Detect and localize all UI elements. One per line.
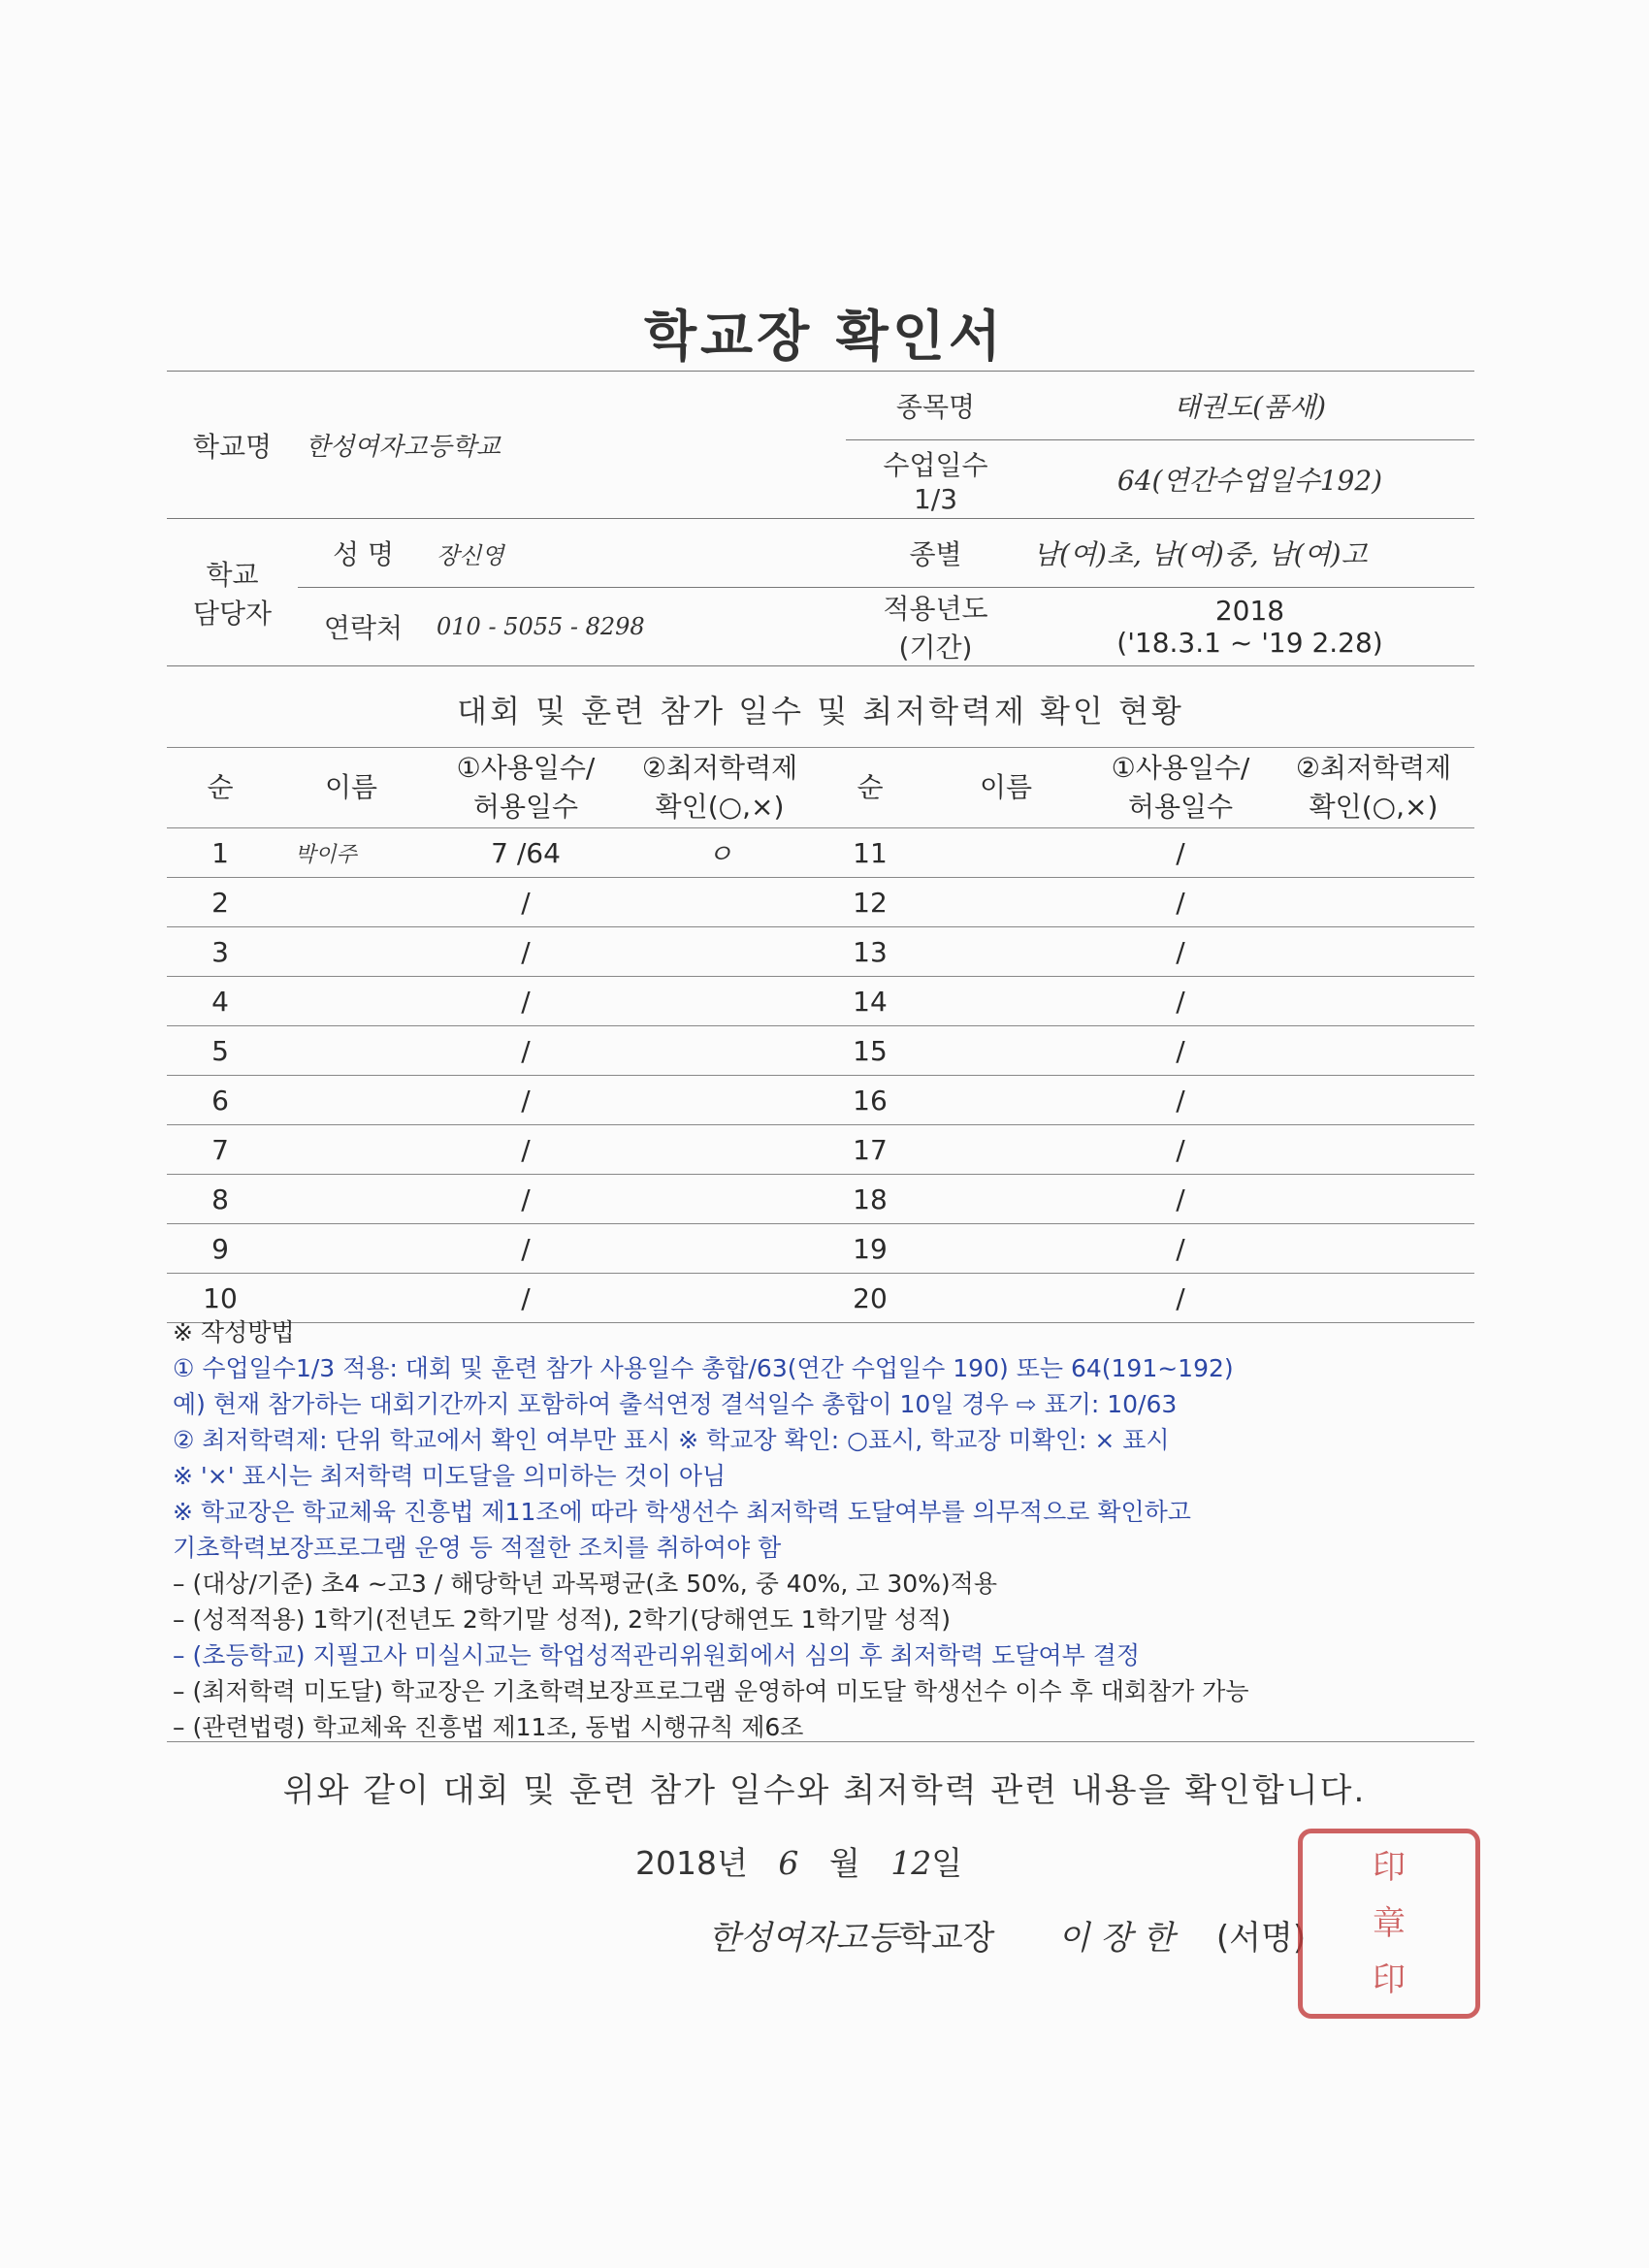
row-number: 18 bbox=[817, 1175, 923, 1224]
signer-line bbox=[708, 1911, 1306, 1959]
apply-year-value bbox=[1025, 588, 1474, 666]
student-name bbox=[274, 927, 429, 977]
days-used: / bbox=[1088, 1026, 1273, 1076]
student-name bbox=[923, 828, 1088, 878]
instruction-line: – (성적적용) 1학기(전년도 2학기말 성적), 2학기(당해연도 1학기말 성적) bbox=[173, 1605, 951, 1634]
instruction-line: ② 최저학력제: 단위 학교에서 확인 여부만 표시 ※ 학교장 확인: ○표시, 학교장 미확인: × 표시 bbox=[173, 1426, 1170, 1454]
gender-label: 종별 bbox=[846, 519, 1025, 588]
header-check-2 bbox=[1273, 748, 1474, 828]
days-used: / bbox=[1088, 927, 1273, 977]
min-academic-check bbox=[1273, 1076, 1474, 1125]
instruction-line: – (초등학교) 지필고사 미실시교는 학업성적관리위원회에서 심의 후 최저학력 도달여부 결정 bbox=[173, 1641, 1141, 1669]
contact-label: 연락처 bbox=[298, 588, 429, 666]
row-number: 13 bbox=[817, 927, 923, 977]
days-used: / bbox=[429, 1224, 623, 1274]
school-name-label: 학교명 bbox=[167, 372, 298, 519]
student-name bbox=[274, 878, 429, 927]
contact-value: 010 - 5055 - 8298 bbox=[429, 588, 846, 666]
signer-school-handwritten: 한성여자고등 bbox=[708, 1919, 900, 1958]
student-name bbox=[923, 927, 1088, 977]
days-used: / bbox=[1088, 1224, 1273, 1274]
school-info-table bbox=[167, 371, 1474, 666]
date-month: 6 bbox=[778, 1844, 799, 1882]
student-name bbox=[923, 977, 1088, 1026]
student-name bbox=[923, 1026, 1088, 1076]
date-month-unit: 월 bbox=[828, 1844, 860, 1882]
instruction-line: ※ '×' 표시는 최저학력 미도달을 의미하는 것이 아님 bbox=[173, 1462, 727, 1490]
table-row bbox=[167, 878, 1474, 927]
date-day-unit: 일 bbox=[931, 1844, 963, 1882]
instruction-line: 기초학력보장프로그램 운영 등 적절한 조치를 취하여야 함 bbox=[173, 1534, 782, 1562]
table-row bbox=[167, 927, 1474, 977]
header-check-2-line2: 확인(○,×) bbox=[1309, 791, 1439, 823]
table-row bbox=[167, 1026, 1474, 1076]
confirmation-statement: 위와 같이 대회 및 훈련 참가 일수와 최저학력 관련 내용을 확인합니다. bbox=[282, 1771, 1367, 1810]
apply-year-label-line2: (기간) bbox=[898, 632, 973, 664]
row-number: 19 bbox=[817, 1224, 923, 1274]
manager-label-line2: 담당자 bbox=[192, 597, 273, 630]
days-used: / bbox=[1088, 828, 1273, 878]
header-name: 이름 bbox=[274, 748, 429, 828]
page-title: 학교장 확인서 bbox=[643, 306, 1006, 369]
person-name-label: 성 명 bbox=[298, 519, 429, 588]
row-number: 12 bbox=[817, 878, 923, 927]
participation-table bbox=[167, 747, 1474, 1323]
instruction-line: 예) 현재 참가하는 대회기간까지 포함하여 출석연정 결석일수 총합이 10일 경우 ⇨ 표기: 10/63 bbox=[173, 1390, 1178, 1418]
instruction-line: – (대상/기준) 초4 ~고3 / 해당학년 과목평균(초 50%, 중 40%, 고 30%)적용 bbox=[173, 1570, 997, 1598]
table-row bbox=[167, 828, 1474, 878]
days-used: / bbox=[1088, 1175, 1273, 1224]
student-name: 박이주 bbox=[274, 828, 429, 878]
header-days-2 bbox=[1088, 748, 1273, 828]
row-number: 10 bbox=[167, 1274, 274, 1323]
min-academic-check bbox=[623, 1125, 817, 1175]
days-used: / bbox=[429, 878, 623, 927]
min-academic-check bbox=[623, 927, 817, 977]
days-used: / bbox=[429, 1026, 623, 1076]
row-number: 5 bbox=[167, 1026, 274, 1076]
days-used: / bbox=[429, 927, 623, 977]
days-used: / bbox=[1088, 878, 1273, 927]
writing-instructions bbox=[173, 1314, 1492, 1745]
header-name-2: 이름 bbox=[923, 748, 1088, 828]
student-name bbox=[274, 977, 429, 1026]
student-name bbox=[274, 1076, 429, 1125]
header-days bbox=[429, 748, 623, 828]
participation-table-body bbox=[167, 828, 1474, 1323]
header-no-2: 순 bbox=[817, 748, 923, 828]
person-name-value: 장신영 bbox=[429, 519, 846, 588]
row-number: 15 bbox=[817, 1026, 923, 1076]
days-used: / bbox=[429, 977, 623, 1026]
days-used: / bbox=[1088, 977, 1273, 1026]
row-number: 11 bbox=[817, 828, 923, 878]
signer-title: 학교장 bbox=[899, 1919, 995, 1958]
instructions-heading: ※ 작성방법 bbox=[173, 1318, 295, 1346]
class-days-label bbox=[846, 440, 1025, 519]
min-academic-check bbox=[623, 1076, 817, 1125]
signer-name-handwritten: 이 장 한 bbox=[1057, 1919, 1175, 1958]
manager-label-line1: 학교 bbox=[206, 558, 259, 591]
row-number: 7 bbox=[167, 1125, 274, 1175]
student-name bbox=[923, 1076, 1088, 1125]
divider bbox=[167, 1741, 1474, 1742]
header-days-line1: ①사용일수/ bbox=[456, 752, 596, 784]
table-header-row bbox=[167, 748, 1474, 828]
min-academic-check bbox=[623, 1224, 817, 1274]
min-academic-check: ㅇ bbox=[623, 828, 817, 878]
date-day: 12 bbox=[890, 1844, 932, 1882]
section-title: 대회 및 훈련 참가 일수 및 최저학력제 확인 현황 bbox=[457, 693, 1184, 729]
school-seal-stamp: 印 章 印 bbox=[1298, 1829, 1480, 2019]
min-academic-check bbox=[1273, 1125, 1474, 1175]
days-used: / bbox=[429, 1175, 623, 1224]
days-used: / bbox=[429, 1076, 623, 1125]
signing-date bbox=[635, 1838, 962, 1884]
row-number: 2 bbox=[167, 878, 274, 927]
student-name bbox=[274, 1175, 429, 1224]
min-academic-check bbox=[1273, 1026, 1474, 1076]
instruction-line: – (관련법령) 학교체육 진흥법 제11조, 동법 시행규칙 제6조 bbox=[173, 1713, 804, 1741]
date-year: 2018년 bbox=[635, 1844, 748, 1882]
row-number: 16 bbox=[817, 1076, 923, 1125]
header-check-line2: 확인(○,×) bbox=[655, 791, 785, 823]
row-number: 20 bbox=[817, 1274, 923, 1323]
row-number: 3 bbox=[167, 927, 274, 977]
student-name bbox=[923, 1224, 1088, 1274]
table-row bbox=[167, 1076, 1474, 1125]
row-number: 9 bbox=[167, 1224, 274, 1274]
min-academic-check bbox=[1273, 927, 1474, 977]
header-check-line1: ②최저학력제 bbox=[641, 752, 798, 784]
table-row bbox=[167, 1125, 1474, 1175]
student-name bbox=[923, 878, 1088, 927]
apply-year-label-line1: 적용년도 bbox=[883, 593, 988, 625]
apply-year-value-line1: 2018 bbox=[1214, 595, 1285, 627]
days-used: 7 /64 bbox=[429, 828, 623, 878]
header-days-line2: 허용일수 bbox=[472, 791, 579, 823]
min-academic-check bbox=[1273, 977, 1474, 1026]
apply-year-label bbox=[846, 588, 1025, 666]
header-days-2-line1: ①사용일수/ bbox=[1111, 752, 1250, 784]
school-name-value: 한성여자고등학교 bbox=[298, 372, 846, 519]
min-academic-check bbox=[1273, 828, 1474, 878]
class-days-label-line2: 1/3 bbox=[913, 482, 958, 515]
instruction-line: ※ 학교장은 학교체육 진흥법 제11조에 따라 학생선수 최저학력 도달여부를 의무적으로 확인하고 bbox=[173, 1498, 1191, 1526]
sport-label: 종목명 bbox=[846, 372, 1025, 440]
row-number: 17 bbox=[817, 1125, 923, 1175]
header-no: 순 bbox=[167, 748, 274, 828]
days-used: / bbox=[429, 1125, 623, 1175]
header-check bbox=[623, 748, 817, 828]
min-academic-check bbox=[1273, 1175, 1474, 1224]
row-number: 8 bbox=[167, 1175, 274, 1224]
class-days-label-line1: 수업일수 bbox=[883, 448, 988, 481]
row-number: 1 bbox=[167, 828, 274, 878]
manager-label bbox=[167, 519, 298, 666]
row-number: 4 bbox=[167, 977, 274, 1026]
min-academic-check bbox=[1273, 1224, 1474, 1274]
min-academic-check bbox=[623, 1026, 817, 1076]
header-days-2-line2: 허용일수 bbox=[1127, 791, 1234, 823]
apply-year-value-line2: ('18.3.1 ~ '19 2.28) bbox=[1116, 627, 1383, 659]
min-academic-check bbox=[623, 1175, 817, 1224]
row-number: 14 bbox=[817, 977, 923, 1026]
row-number: 6 bbox=[167, 1076, 274, 1125]
table-row bbox=[167, 977, 1474, 1026]
class-days-value: 64(연간수업일수192) bbox=[1025, 440, 1474, 519]
min-academic-check bbox=[623, 878, 817, 927]
instruction-line: ① 수업일수1/3 적용: 대회 및 훈련 참가 사용일수 총합/63(연간 수업일수 190) 또는 64(191~192) bbox=[173, 1354, 1234, 1382]
min-academic-check bbox=[1273, 878, 1474, 927]
signature-label: (서명) bbox=[1215, 1919, 1307, 1958]
gender-value: 남(여)초, 남(여)중, 남(여)고 bbox=[1025, 519, 1474, 588]
instruction-line: – (최저학력 미도달) 학교장은 기초학력보장프로그램 운영하여 미도달 학생선수 이수 후 대회참가 가능 bbox=[173, 1677, 1249, 1705]
days-used: / bbox=[1088, 1125, 1273, 1175]
student-name bbox=[274, 1026, 429, 1076]
min-academic-check bbox=[623, 977, 817, 1026]
days-used: / bbox=[1088, 1076, 1273, 1125]
header-check-2-line1: ②최저학력제 bbox=[1295, 752, 1452, 784]
sport-value: 태권도(품새) bbox=[1025, 372, 1474, 440]
student-name bbox=[923, 1175, 1088, 1224]
student-name bbox=[274, 1224, 429, 1274]
days-used: / bbox=[1088, 1274, 1273, 1323]
days-used: / bbox=[429, 1274, 623, 1323]
table-row bbox=[167, 1224, 1474, 1274]
student-name bbox=[923, 1125, 1088, 1175]
table-row bbox=[167, 1175, 1474, 1224]
student-name bbox=[274, 1125, 429, 1175]
